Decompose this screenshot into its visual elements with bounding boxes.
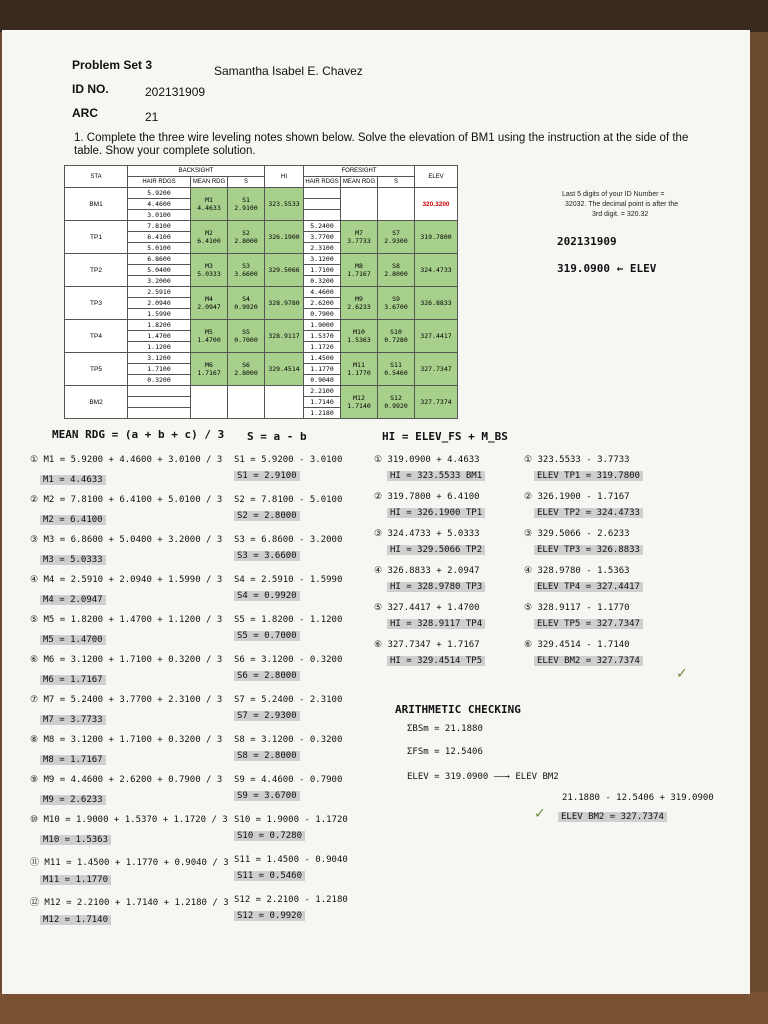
fs-hair-reading: 4.4600: [304, 287, 341, 298]
s-result-value: S4 = 0.9920: [234, 591, 300, 601]
bs-hair-reading: 1.1200: [128, 342, 191, 353]
hi-result-value: HI = 328.9117 TP4: [387, 619, 485, 629]
elev-calc-line: ⑥ 329.4514 - 1.7140: [524, 640, 630, 650]
mean-result-value: M12 = 1.7140: [40, 915, 111, 925]
hi-calc-line: ③ 324.4733 + 5.0333: [374, 529, 480, 539]
mean-calc-line: ⑩ M10 = 1.9000 + 1.5370 + 1.1720 / 3: [30, 815, 228, 825]
fs-hair-reading: [304, 199, 341, 210]
mean-result: [40, 915, 111, 925]
problem-set-title: Problem Set 3: [72, 58, 153, 72]
station-cell: BM1: [65, 188, 128, 221]
s-calc-line: S8 = 3.1200 - 0.3200: [234, 735, 343, 745]
elev-cell: 327.4417: [415, 320, 458, 353]
arith-title: ARITHMETIC CHECKING: [395, 703, 521, 716]
station-cell: TP3: [65, 287, 128, 320]
arc-value: 21: [145, 110, 159, 124]
bs-s-cell: S5 0.7000: [228, 320, 265, 353]
bs-mean-cell: [191, 386, 228, 419]
hi-cell: 329.5066: [265, 254, 304, 287]
s-result-value: S8 = 2.8000: [234, 751, 300, 761]
arc-label: ARC: [72, 106, 98, 120]
fs-s-cell: S8 2.8000: [378, 254, 415, 287]
mean-result-value: M9 = 2.6233: [40, 795, 106, 805]
fs-hair-reading: 1.5370: [304, 331, 341, 342]
h-hi: HI: [265, 166, 304, 188]
side-note-3: 3rd digit. = 320.32: [592, 211, 649, 218]
s-result-value: S5 = 0.7000: [234, 631, 300, 641]
s-calc-line: S11 = 1.4500 - 0.9040: [234, 855, 348, 865]
bs-mean-cell: M1 4.4633: [191, 188, 228, 221]
elev-calc-line: ① 323.5533 - 3.7733: [524, 455, 630, 465]
s-result-value: S10 = 0.7280: [234, 831, 305, 841]
bs-mean-cell: M6 1.7167: [191, 353, 228, 386]
question-text: 1. Complete the three wire leveling notes shown below. Solve the elevation of BM1 using the instruction at the side of the table. Show your complete solution.: [74, 132, 689, 157]
mean-calc-line: ⑪ M11 = 1.4500 + 1.1770 + 0.9040 / 3: [30, 858, 229, 868]
mean-result: [40, 755, 106, 765]
elev-result: [534, 545, 643, 555]
bs-hair-reading: 7.8100: [128, 221, 191, 232]
elev-cell: 326.8833: [415, 287, 458, 320]
bs-s-cell: S1 2.9100: [228, 188, 265, 221]
fs-hair-reading: 0.3200: [304, 276, 341, 287]
fs-hair-reading: 2.6200: [304, 298, 341, 309]
h-fs-hair: HAIR RDGS: [304, 177, 341, 188]
h-foresight: FORESIGHT: [304, 166, 415, 177]
s-result: [234, 711, 300, 721]
arith-fs: ΣFSm = 12.5406: [407, 747, 483, 757]
hi-result: [387, 471, 485, 481]
fs-mean-cell: M11 1.1770: [341, 353, 378, 386]
mean-result: [40, 475, 106, 485]
fs-mean-cell: M12 1.7140: [341, 386, 378, 419]
s-result: [234, 751, 300, 761]
hi-result-value: HI = 326.1900 TP1: [387, 508, 485, 518]
arith-bs: ΣBSm = 21.1880: [407, 724, 483, 734]
arith-calc: 21.1880 - 12.5406 + 319.0900: [562, 793, 714, 803]
elev-result-value: ELEV TP2 = 324.4733: [534, 508, 643, 518]
bs-hair-reading: 3.0100: [128, 210, 191, 221]
mean-result: [40, 875, 111, 885]
bs-s-cell: S2 2.8000: [228, 221, 265, 254]
s-result-value: S9 = 3.6700: [234, 791, 300, 801]
fs-s-cell: S12 0.9920: [378, 386, 415, 419]
mean-result-value: M1 = 4.4633: [40, 475, 106, 485]
hi-result-value: HI = 329.4514 TP5: [387, 656, 485, 666]
s-calc-line: S6 = 3.1200 - 0.3200: [234, 655, 343, 665]
s-calc-line: S1 = 5.9200 - 3.0100: [234, 455, 343, 465]
hi-calc-line: ② 319.7800 + 6.4100: [374, 492, 480, 502]
elev-result: [534, 508, 643, 518]
fs-s-cell: [378, 188, 415, 221]
fs-mean-cell: M9 2.6233: [341, 287, 378, 320]
bs-hair-reading: 1.8200: [128, 320, 191, 331]
s-result: [234, 471, 300, 481]
elev-result: [534, 471, 643, 481]
s-result-value: S6 = 2.8000: [234, 671, 300, 681]
hi-calc-line: ⑥ 327.7347 + 1.7167: [374, 640, 480, 650]
h-fs-s: S: [378, 177, 415, 188]
mean-result: [40, 635, 106, 645]
s-result-value: S2 = 2.8000: [234, 511, 300, 521]
fs-mean-cell: M8 1.7167: [341, 254, 378, 287]
mean-result: [40, 795, 106, 805]
fs-s-cell: S11 0.5460: [378, 353, 415, 386]
s-calc-line: S2 = 7.8100 - 5.0100: [234, 495, 343, 505]
mean-calc-line: ⑨ M9 = 4.4600 + 2.6200 + 0.7900 / 3: [30, 775, 223, 785]
mean-calc-line: ⑤ M5 = 1.8200 + 1.4700 + 1.1200 / 3: [30, 615, 223, 625]
arith-elev: ELEV = 319.0900 ——→ ELEV BM2: [407, 772, 559, 782]
bs-hair-reading: [128, 397, 191, 408]
s-calc-line: S3 = 6.8600 - 3.2000: [234, 535, 343, 545]
hi-result: [387, 508, 485, 518]
fs-hair-reading: 1.1770: [304, 364, 341, 375]
bs-mean-cell: M5 1.4700: [191, 320, 228, 353]
id-label: ID NO.: [72, 82, 109, 96]
hi-result: [387, 582, 485, 592]
s-calc-line: S12 = 2.2100 - 1.2180: [234, 895, 348, 905]
mean-result-value: M5 = 1.4700: [40, 635, 106, 645]
elev-result: [534, 619, 643, 629]
mean-result-value: M2 = 6.4100: [40, 515, 106, 525]
elev-result-value: ELEV BM2 = 327.7374: [534, 656, 643, 666]
hi-result: [387, 619, 485, 629]
bs-hair-reading: 6.4100: [128, 232, 191, 243]
s-result: [234, 631, 300, 641]
elev-cell: 319.7800: [415, 221, 458, 254]
station-cell: BM2: [65, 386, 128, 419]
bs-hair-reading: 0.3200: [128, 375, 191, 386]
s-result: [234, 831, 305, 841]
elev-result-value: ELEV TP4 = 327.4417: [534, 582, 643, 592]
mean-calc-line: ⑫ M12 = 2.2100 + 1.7140 + 1.2180 / 3: [30, 898, 229, 908]
station-cell: TP1: [65, 221, 128, 254]
bs-hair-reading: 3.1200: [128, 353, 191, 364]
mean-calc-line: ④ M4 = 2.5910 + 2.0940 + 1.5990 / 3: [30, 575, 223, 585]
formula-hi: HI = ELEV_FS + M_BS: [382, 430, 508, 443]
h-bs-s: S: [228, 177, 265, 188]
fs-hair-reading: 1.1720: [304, 342, 341, 353]
arith-result: ELEV BM2 = 327.7374: [558, 812, 667, 822]
station-cell: TP4: [65, 320, 128, 353]
station-cell: TP2: [65, 254, 128, 287]
fs-hair-reading: 1.9000: [304, 320, 341, 331]
hi-calc-line: ⑤ 327.4417 + 1.4700: [374, 603, 480, 613]
hi-cell: 328.9117: [265, 320, 304, 353]
elev-result-value: ELEV TP1 = 319.7800: [534, 471, 643, 481]
s-calc-line: S7 = 5.2400 - 2.3100: [234, 695, 343, 705]
bs-hair-reading: 6.8600: [128, 254, 191, 265]
mean-calc-line: ② M2 = 7.8100 + 6.4100 + 5.0100 / 3: [30, 495, 223, 505]
bs-s-cell: [228, 386, 265, 419]
bs-hair-reading: [128, 408, 191, 419]
paper-sheet: [2, 30, 750, 994]
h-backsight: BACKSIGHT: [128, 166, 265, 177]
mean-result-value: M7 = 3.7733: [40, 715, 106, 725]
fs-s-cell: S7 2.9300: [378, 221, 415, 254]
h-elev: ELEV: [415, 166, 458, 188]
h-bs-mean: MEAN RDG: [191, 177, 228, 188]
elev-result-value: ELEV TP5 = 327.7347: [534, 619, 643, 629]
fs-mean-cell: [341, 188, 378, 221]
mean-result: [40, 595, 106, 605]
bs-hair-reading: [128, 386, 191, 397]
elev-calc-line: ② 326.1900 - 1.7167: [524, 492, 630, 502]
fs-hair-reading: 0.7900: [304, 309, 341, 320]
mean-result-value: M8 = 1.7167: [40, 755, 106, 765]
fs-hair-reading: [304, 188, 341, 199]
hi-result-value: HI = 329.5066 TP2: [387, 545, 485, 555]
mean-calc-line: ① M1 = 5.9200 + 4.4600 + 3.0100 / 3: [30, 455, 223, 465]
elev-cell: 324.4733: [415, 254, 458, 287]
bs-mean-cell: M3 5.0333: [191, 254, 228, 287]
fs-hair-reading: 2.3100: [304, 243, 341, 254]
mean-result: [40, 555, 106, 565]
hi-result-value: HI = 323.5533 BM1: [387, 471, 485, 481]
s-calc-line: S10 = 1.9000 - 1.1720: [234, 815, 348, 825]
id-value: 202131909: [145, 85, 206, 99]
hi-cell: 326.1900: [265, 221, 304, 254]
fs-s-cell: S10 0.7280: [378, 320, 415, 353]
formula-s: S = a - b: [247, 430, 307, 443]
s-result: [234, 591, 300, 601]
mean-result-value: M4 = 2.0947: [40, 595, 106, 605]
fs-hair-reading: 1.7140: [304, 397, 341, 408]
s-result-value: S1 = 2.9100: [234, 471, 300, 481]
fs-hair-reading: 3.1200: [304, 254, 341, 265]
mean-result-value: M10 = 1.5363: [40, 835, 111, 845]
side-id: 202131909: [557, 235, 617, 248]
fs-mean-cell: M7 3.7733: [341, 221, 378, 254]
check-mark-icon: ✓: [534, 806, 546, 822]
s-result: [234, 911, 305, 921]
h-sta: STA: [65, 166, 128, 188]
bs-s-cell: S6 2.8000: [228, 353, 265, 386]
s-calc-line: S4 = 2.5910 - 1.5990: [234, 575, 343, 585]
fs-hair-reading: 1.7100: [304, 265, 341, 276]
s-result: [234, 551, 300, 561]
bs-hair-reading: 1.7100: [128, 364, 191, 375]
elev-result-value: ELEV TP3 = 326.8833: [534, 545, 643, 555]
bs-s-cell: S4 0.9920: [228, 287, 265, 320]
elev-cell: 320.3200: [415, 188, 458, 221]
background-bottom: [0, 992, 768, 1024]
mean-result: [40, 515, 106, 525]
s-result-value: S7 = 2.9300: [234, 711, 300, 721]
bs-s-cell: S3 3.6600: [228, 254, 265, 287]
check-mark-icon-2: ✓: [676, 666, 688, 682]
fs-hair-reading: 1.2180: [304, 408, 341, 419]
background-top: [0, 0, 768, 32]
side-note-2: 32032. The decimal point is after the: [565, 201, 679, 208]
elev-calc-line: ③ 329.5066 - 2.6233: [524, 529, 630, 539]
bs-mean-cell: M4 2.0947: [191, 287, 228, 320]
mean-calc-line: ⑥ M6 = 3.1200 + 1.7100 + 0.3200 / 3: [30, 655, 223, 665]
bs-hair-reading: 5.9200: [128, 188, 191, 199]
s-calc-line: S9 = 4.4600 - 0.7900: [234, 775, 343, 785]
s-result: [234, 511, 300, 521]
mean-result-value: M11 = 1.1770: [40, 875, 111, 885]
mean-result-value: M3 = 5.0333: [40, 555, 106, 565]
bs-hair-reading: 2.5910: [128, 287, 191, 298]
s-result: [234, 791, 300, 801]
elev-cell: 327.7347: [415, 353, 458, 386]
side-elev: 319.0900 ← ELEV: [557, 262, 657, 275]
bs-hair-reading: 2.0940: [128, 298, 191, 309]
elev-result: [534, 582, 643, 592]
mean-result: [40, 715, 106, 725]
elev-calc-line: ④ 328.9780 - 1.5363: [524, 566, 630, 576]
s-result: [234, 871, 305, 881]
mean-result: [40, 675, 106, 685]
fs-hair-reading: 5.2400: [304, 221, 341, 232]
hi-cell: 329.4514: [265, 353, 304, 386]
bs-mean-cell: M2 6.4100: [191, 221, 228, 254]
mean-result: [40, 835, 111, 845]
mean-calc-line: ⑦ M7 = 5.2400 + 3.7700 + 2.3100 / 3: [30, 695, 223, 705]
student-name: Samantha Isabel E. Chavez: [214, 64, 363, 78]
mean-result-value: M6 = 1.7167: [40, 675, 106, 685]
s-calc-line: S5 = 1.8200 - 1.1200: [234, 615, 343, 625]
bs-hair-reading: 3.2000: [128, 276, 191, 287]
s-result-value: S12 = 0.9920: [234, 911, 305, 921]
hi-cell: 328.9780: [265, 287, 304, 320]
bs-hair-reading: 4.4600: [128, 199, 191, 210]
h-bs-hair: HAIR RDGS: [128, 177, 191, 188]
station-cell: TP5: [65, 353, 128, 386]
s-result-value: S11 = 0.5460: [234, 871, 305, 881]
side-note-1: Last 5 digits of your ID Number =: [562, 191, 665, 198]
hi-result: [387, 656, 485, 666]
hi-cell: [265, 386, 304, 419]
elev-cell: 327.7374: [415, 386, 458, 419]
s-result-value: S3 = 3.6600: [234, 551, 300, 561]
h-fs-mean: MEAN RDG: [341, 177, 378, 188]
bs-hair-reading: 5.0400: [128, 265, 191, 276]
mean-calc-line: ③ M3 = 6.8600 + 5.0400 + 3.2000 / 3: [30, 535, 223, 545]
fs-hair-reading: 3.7700: [304, 232, 341, 243]
formula-mean: MEAN RDG = (a + b + c) / 3: [52, 428, 225, 441]
hi-result-value: HI = 328.9780 TP3: [387, 582, 485, 592]
fs-s-cell: S9 3.6700: [378, 287, 415, 320]
fs-mean-cell: M10 1.5363: [341, 320, 378, 353]
hi-cell: 323.5533: [265, 188, 304, 221]
bs-hair-reading: 1.4700: [128, 331, 191, 342]
hi-result: [387, 545, 485, 555]
elev-result: [534, 656, 643, 666]
s-result: [234, 671, 300, 681]
bs-hair-reading: 1.5990: [128, 309, 191, 320]
fs-hair-reading: [304, 210, 341, 221]
fs-hair-reading: 0.9040: [304, 375, 341, 386]
hi-calc-line: ④ 326.8833 + 2.0947: [374, 566, 480, 576]
mean-calc-line: ⑧ M8 = 3.1200 + 1.7100 + 0.3200 / 3: [30, 735, 223, 745]
fs-hair-reading: 2.2100: [304, 386, 341, 397]
leveling-table: [64, 165, 458, 419]
hi-calc-line: ① 319.0900 + 4.4633: [374, 455, 480, 465]
fs-hair-reading: 1.4500: [304, 353, 341, 364]
bs-hair-reading: 5.0100: [128, 243, 191, 254]
elev-calc-line: ⑤ 328.9117 - 1.1770: [524, 603, 630, 613]
